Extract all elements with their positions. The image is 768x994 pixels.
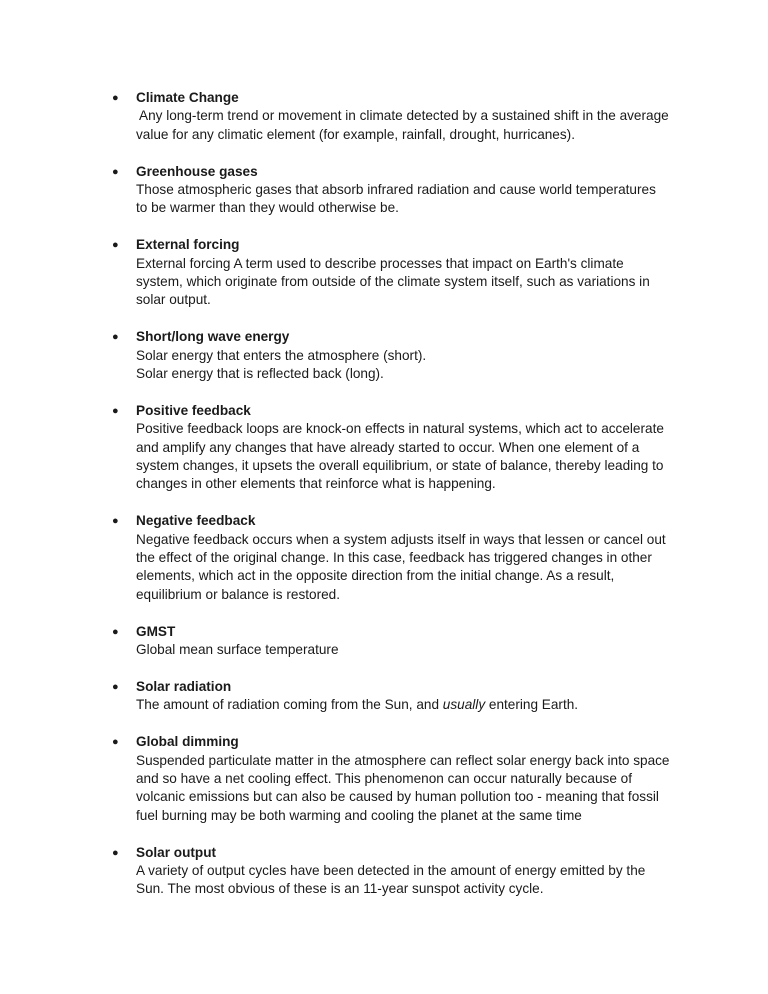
definition-line: Those atmospheric gases that absorb infrared radiation and cause world temperatures [136, 182, 656, 198]
definition-line: the effect of the original change. In this case, feedback has triggered changes in other [136, 550, 652, 566]
definition-line: Suspended particulate matter in the atmosphere can reflect solar energy back into space [136, 752, 670, 768]
definition-line: and so have a net cooling effect. This phenomenon can occur naturally because of [136, 770, 632, 786]
definition-text: The amount of radiation coming from the Sun, and [136, 697, 443, 713]
term-title: Climate Change [136, 90, 239, 105]
definition-line [136, 696, 696, 714]
definition-line: Sun. The most obvious of these is an 11-year sunspot activity cycle. [136, 881, 544, 897]
bullet-dot-icon: ● [112, 625, 119, 638]
term-title: Positive feedback [136, 402, 251, 418]
definition-line: External forcing A term used to describe processes that impact on Earth's climate [136, 255, 624, 271]
glossary-item [112, 512, 696, 604]
term-title: Negative feedback [136, 513, 256, 529]
definition-line: Solar energy that is reflected back (long). [136, 366, 384, 382]
definition-line: Global mean surface temperature [136, 642, 339, 658]
glossary-item [112, 236, 696, 310]
glossary-item [112, 328, 696, 383]
glossary-item [112, 89, 696, 144]
definition-text: entering Earth. [485, 697, 579, 713]
definition-line: value for any climatic element (for example, rainfall, drought, hurricanes). [136, 126, 575, 142]
term-title: External forcing [136, 237, 240, 253]
emphasis-text: usually [442, 697, 486, 713]
definition-line: solar output. [136, 292, 211, 308]
definition-line: Any long-term trend or movement in climate detected by a sustained shift in the average [136, 108, 669, 124]
bullet-dot-icon: ● [112, 680, 119, 693]
glossary-item [112, 402, 696, 494]
definition-line: Solar energy that enters the atmosphere (short). [136, 347, 427, 363]
definition-line: changes in other elements that reinforce what is happening. [136, 476, 496, 492]
term-title: GMST [136, 623, 176, 639]
bullet-dot-icon: ● [112, 515, 119, 528]
glossary-list [112, 89, 696, 917]
bullet-dot-icon: ● [112, 736, 119, 749]
term-title: Solar radiation [136, 678, 232, 694]
glossary-item [112, 844, 696, 899]
bullet-dot-icon: ● [112, 165, 119, 178]
definition-line: Negative feedback occurs when a system adjusts itself in ways that lessen or cancel out [136, 531, 666, 547]
term-title: Solar output [136, 844, 217, 860]
definition-line: system changes, it upsets the overall equilibrium, or state of balance, thereby leading to [136, 458, 664, 474]
glossary-item [112, 678, 696, 715]
bullet-dot-icon: ● [112, 331, 119, 344]
definition-line: volcanic emissions but can also be caused by human pollution too - meaning that fossil [136, 789, 659, 805]
bullet-dot-icon: ● [112, 92, 119, 104]
definition-line: system, which originate from outside of the climate system itself, such as variations in [136, 274, 650, 290]
definition-line: to be warmer than they would otherwise be. [136, 200, 399, 216]
definition-line: equilibrium or balance is restored. [136, 586, 341, 602]
term-title: Global dimming [136, 734, 239, 750]
glossary-item [112, 733, 696, 825]
term-title: Short/long wave energy [136, 329, 290, 345]
bullet-dot-icon: ● [112, 239, 119, 252]
bullet-dot-icon: ● [112, 846, 119, 859]
definition-line: A variety of output cycles have been detected in the amount of energy emitted by the [136, 862, 646, 878]
definition-line: and amplify any changes that have already started to occur. When one element of a [136, 439, 640, 455]
glossary-item [112, 163, 696, 218]
bullet-dot-icon: ● [112, 404, 119, 417]
definition-line: elements, which act in the opposite direction from the initial change. As a result, [136, 568, 615, 584]
term-title: Greenhouse gases [136, 163, 258, 179]
glossary-item [112, 623, 696, 660]
definition-line: fuel burning may be both warming and cooling the planet at the same time [136, 807, 582, 823]
definition-line: Positive feedback loops are knock-on effects in natural systems, which act to accelerate [136, 421, 664, 437]
